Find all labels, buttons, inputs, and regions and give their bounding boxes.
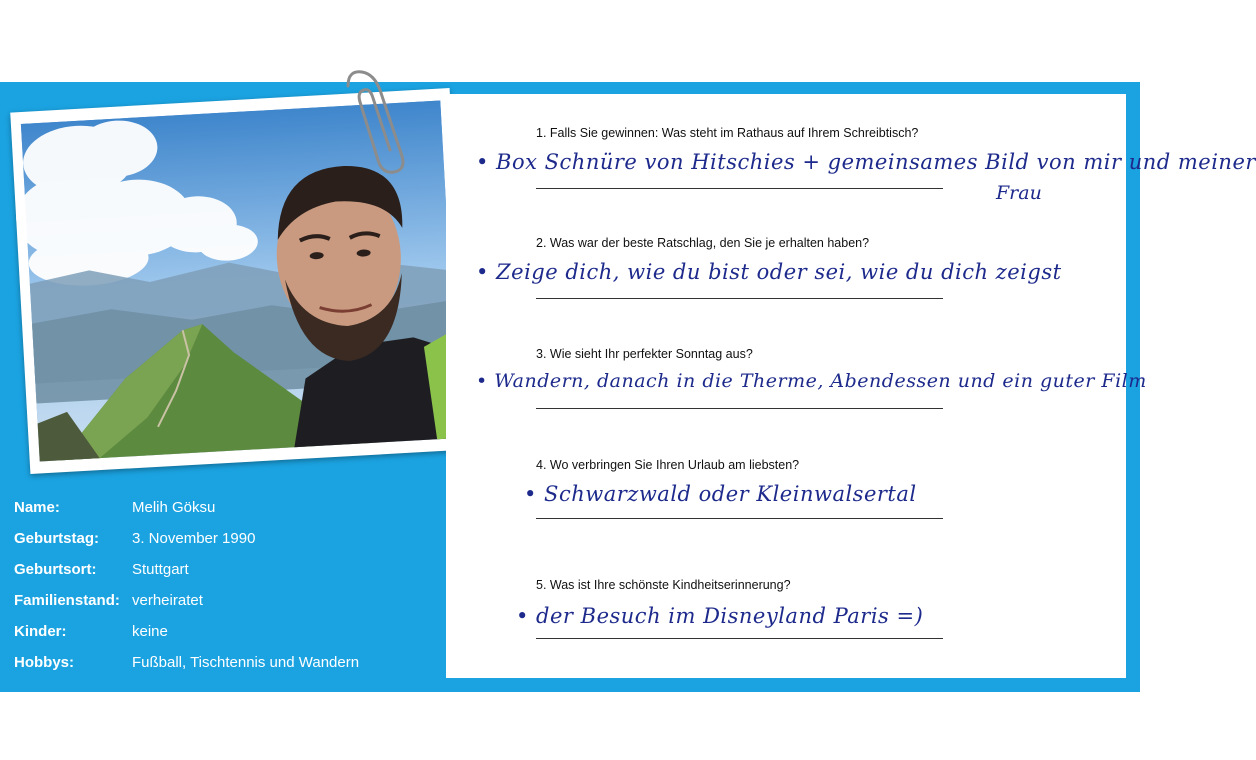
questionnaire-sheet <box>446 94 1256 678</box>
question-4: 4. Wo verbringen Sie Ihren Urlaub am liebsten? <box>536 458 800 472</box>
answer-5: • der Besuch im Disneyland Paris =) <box>516 604 924 628</box>
profile-value: Stuttgart <box>132 561 189 578</box>
question-5: 5. Was ist Ihre schönste Kindheitserinnerung? <box>536 578 791 592</box>
paperclip-icon <box>340 66 410 176</box>
profile-row-birthday <box>14 523 434 554</box>
answer-4: • Schwarzwald oder Kleinwalsertal <box>524 482 917 506</box>
profile-key: Hobbys: <box>14 654 74 671</box>
answer-1-continued: Frau <box>996 182 1042 204</box>
profile-value: Fußball, Tischtennis und Wandern <box>132 654 360 671</box>
answer-1: • Box Schnüre von Hitschies + gemeinsames Bild von mir und meiner <box>476 150 1256 174</box>
answer-line-1 <box>536 188 943 189</box>
profile-row-children <box>14 616 434 647</box>
answer-line-2 <box>536 298 943 299</box>
profile-key: Kinder: <box>14 623 67 640</box>
question-1: 1. Falls Sie gewinnen: Was steht im Rathaus auf Ihrem Schreibtisch? <box>536 126 919 140</box>
answer-line-3 <box>536 408 943 409</box>
profile-row-hobbies <box>14 647 434 678</box>
profile-key: Familienstand: <box>14 592 120 609</box>
question-3: 3. Wie sieht Ihr perfekter Sonntag aus? <box>536 347 753 361</box>
profile-value: verheiratet <box>132 592 203 609</box>
answer-line-4 <box>536 518 943 519</box>
answer-3: • Wandern, danach in die Therme, Abendessen und ein guter Film <box>476 370 1147 392</box>
profile-info-list <box>14 492 434 678</box>
profile-row-birthplace <box>14 554 434 585</box>
profile-row-name <box>14 492 434 523</box>
profile-key: Geburtsort: <box>14 561 97 578</box>
profile-key: Name: <box>14 499 60 516</box>
profile-value: keine <box>132 623 168 640</box>
question-2: 2. Was war der beste Ratschlag, den Sie je erhalten haben? <box>536 236 870 250</box>
profile-key: Geburtstag: <box>14 530 100 547</box>
answer-2: • Zeige dich, wie du bist oder sei, wie du dich zeigst <box>476 260 1062 284</box>
profile-value: 3. November 1990 <box>132 530 256 547</box>
profile-value: Melih Göksu <box>132 499 216 516</box>
profile-row-marital-status <box>14 585 434 616</box>
answer-line-5 <box>536 638 943 639</box>
